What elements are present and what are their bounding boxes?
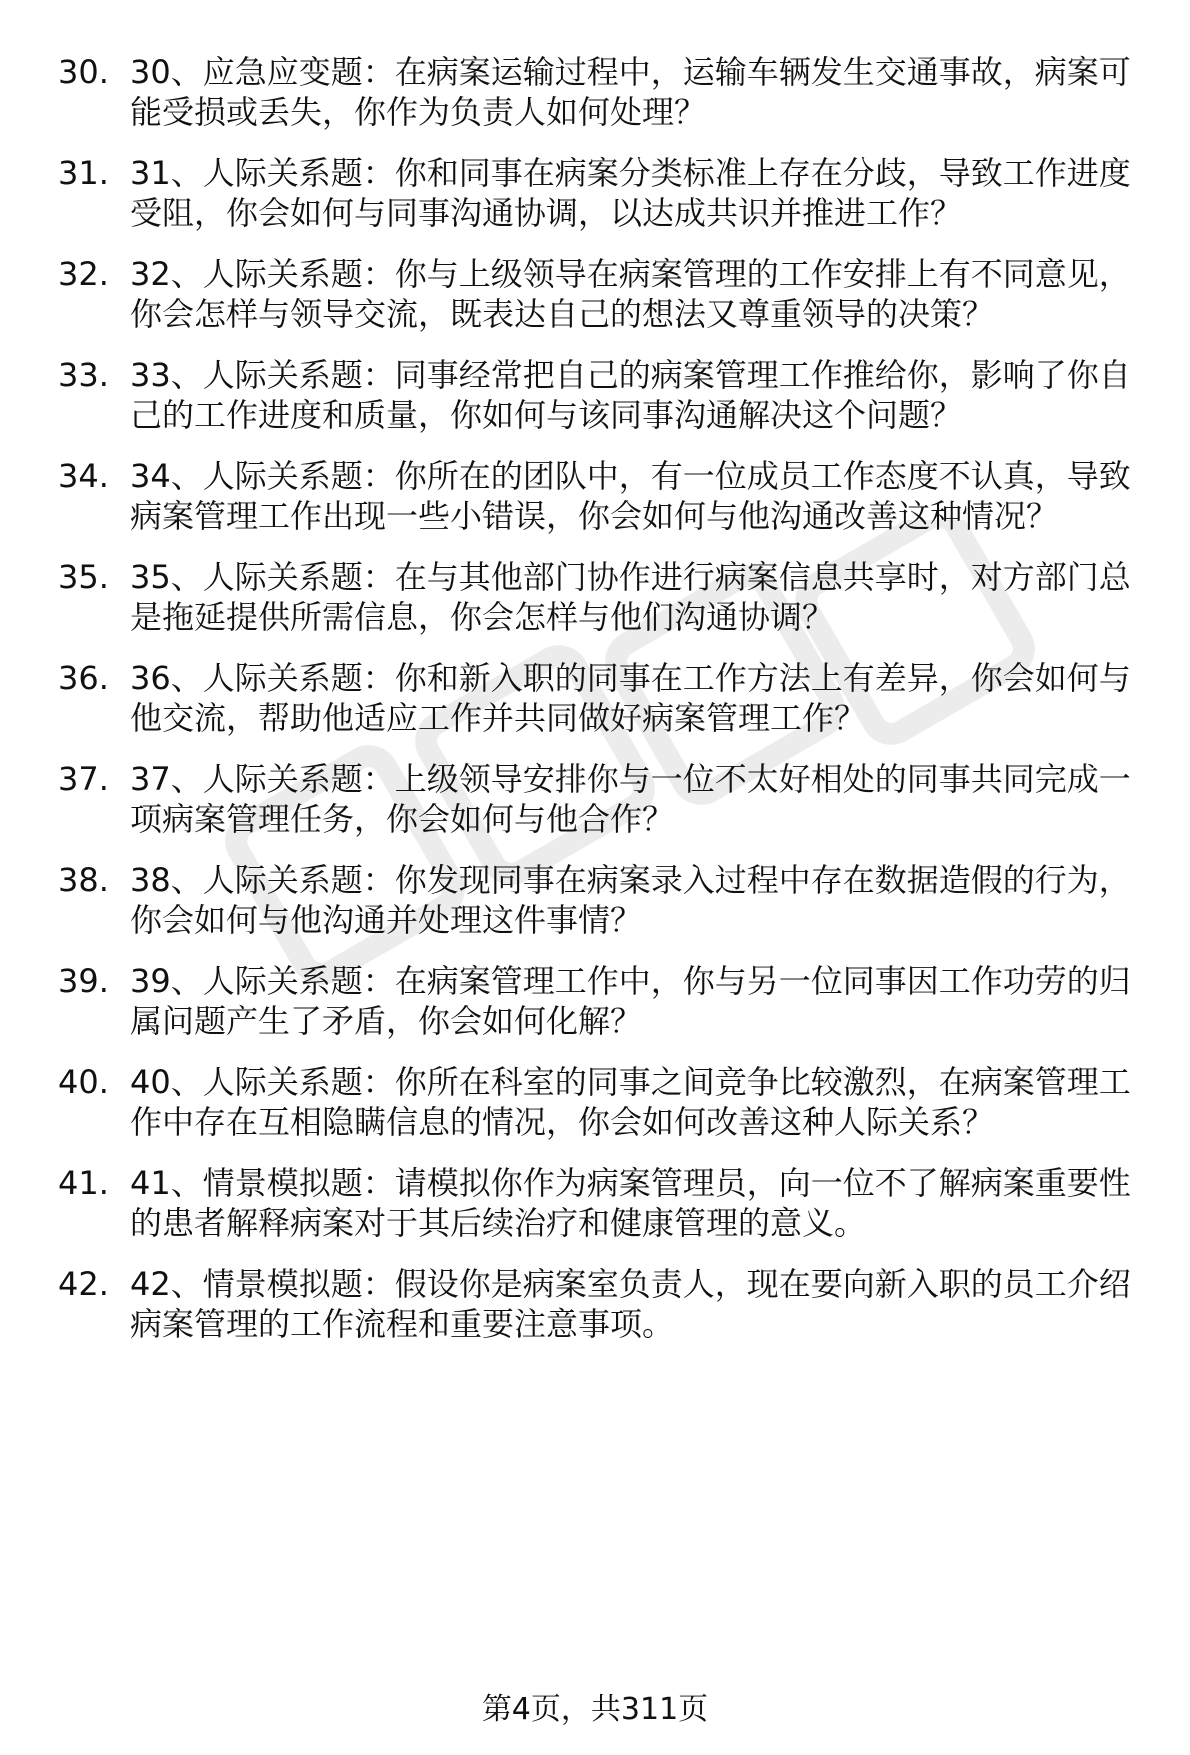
question-list: [58, 52, 1138, 1365]
question-item: [58, 557, 1138, 637]
question-item: [58, 759, 1138, 839]
question-item: [58, 254, 1138, 334]
question-text: 38、人际关系题：你发现同事在病案录入过程中存在数据造假的行为，你会如何与他沟通并处理这件事情？: [130, 861, 1131, 939]
page-number-footer: 第4页，共311页: [481, 1692, 709, 1727]
question-number: 37.: [58, 760, 109, 798]
question-number: 33.: [58, 356, 109, 394]
question-number: 41.: [58, 1164, 109, 1202]
question-text: 32、人际关系题：你与上级领导在病案管理的工作安排上有不同意见，你会怎样与领导交流，既表达自己的想法又尊重领导的决策？: [130, 255, 1131, 333]
question-item: [58, 1163, 1138, 1243]
question-text: 31、人际关系题：你和同事在病案分类标准上存在分歧，导致工作进度受阻，你会如何与同事沟通协调，以达成共识并推进工作？: [130, 154, 1131, 232]
question-number: 39.: [58, 962, 109, 1000]
question-text: 40、人际关系题：你所在科室的同事之间竞争比较激烈，在病案管理工作中存在互相隐瞒信息的情况，你会如何改善这种人际关系？: [130, 1063, 1131, 1141]
question-item: [58, 860, 1138, 940]
question-number: 36.: [58, 659, 109, 697]
question-number: 42.: [58, 1265, 109, 1303]
question-text: 34、人际关系题：你所在的团队中，有一位成员工作态度不认真，导致病案管理工作出现一些小错误，你会如何与他沟通改善这种情况？: [130, 457, 1131, 535]
question-item: [58, 355, 1138, 435]
question-number: 38.: [58, 861, 109, 899]
question-text: 30、应急应变题：在病案运输过程中，运输车辆发生交通事故，病案可能受损或丢失，你作为负责人如何处理？: [130, 53, 1131, 131]
question-item: [58, 1062, 1138, 1142]
question-text: 39、人际关系题：在病案管理工作中，你与另一位同事因工作功劳的归属问题产生了矛盾，你会如何化解？: [130, 962, 1131, 1040]
question-item: [58, 153, 1138, 233]
question-number: 30.: [58, 53, 109, 91]
question-item: [58, 1264, 1138, 1344]
question-text: 37、人际关系题：上级领导安排你与一位不太好相处的同事共同完成一项病案管理任务，你会如何与他合作？: [130, 760, 1131, 838]
question-text: 35、人际关系题：在与其他部门协作进行病案信息共享时，对方部门总是拖延提供所需信息，你会怎样与他们沟通协调？: [130, 558, 1131, 636]
question-text: 33、人际关系题：同事经常把自己的病案管理工作推给你，影响了你自己的工作进度和质量，你如何与该同事沟通解决这个问题？: [130, 356, 1131, 434]
question-text: 36、人际关系题：你和新入职的同事在工作方法上有差异，你会如何与他交流，帮助他适应工作并共同做好病案管理工作？: [130, 659, 1131, 737]
question-number: 31.: [58, 154, 109, 192]
question-text: 41、情景模拟题：请模拟你作为病案管理员，向一位不了解病案重要性的患者解释病案对于其后续治疗和健康管理的意义。: [130, 1164, 1131, 1242]
question-number: 40.: [58, 1063, 109, 1101]
question-number: 32.: [58, 255, 109, 293]
question-item: [58, 658, 1138, 738]
question-item: [58, 456, 1138, 536]
question-item: [58, 961, 1138, 1041]
question-number: 35.: [58, 558, 109, 596]
question-text: 42、情景模拟题：假设你是病案室负责人，现在要向新入职的员工介绍病案管理的工作流程和重要注意事项。: [130, 1265, 1131, 1343]
question-number: 34.: [58, 457, 109, 495]
question-item: [58, 52, 1138, 132]
